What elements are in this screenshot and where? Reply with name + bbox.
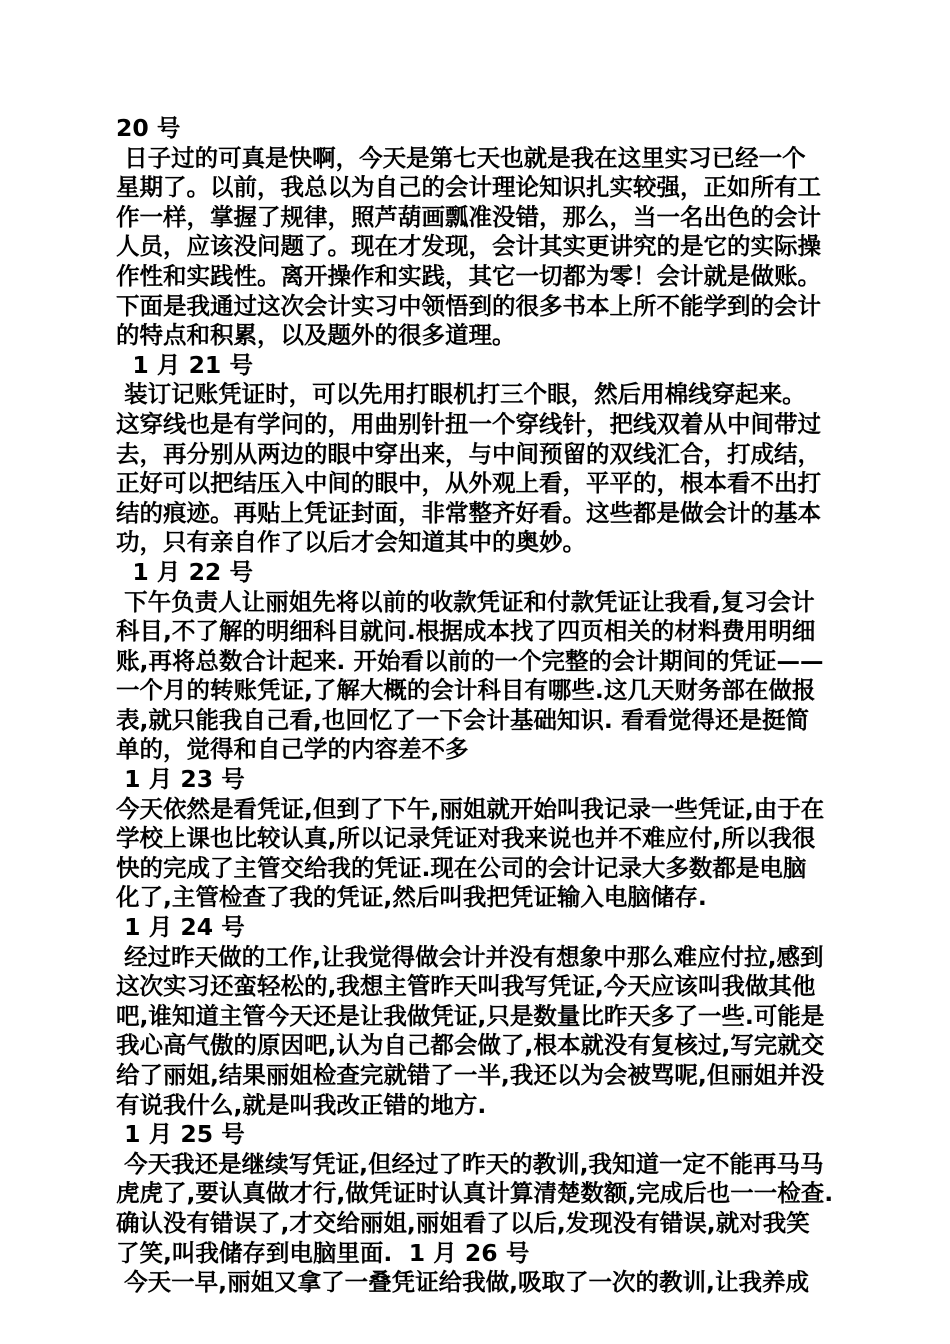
text-line: 下午负责人让丽姐先将以前的收款凭证和付款凭证让我看,复习会计 xyxy=(116,587,815,616)
text-line: 了笑,叫我储存到电脑里面. 1 月 26 号 xyxy=(116,1238,530,1267)
text-line: 快的完成了主管交给我的凭证.现在公司的会计记录大多数都是电脑 xyxy=(116,853,807,882)
text-line: 今天依然是看凭证,但到了下午,丽姐就开始叫我记录一些凭证,由于在 xyxy=(116,794,825,823)
text-line: 功，只有亲自作了以后才会知道其中的奥妙。 xyxy=(116,528,586,557)
text-line: 我心高气傲的原因吧,认为自己都会做了,根本就没有复核过,写完就交 xyxy=(116,1031,825,1060)
text-line: 经过昨天做的工作,让我觉得做会计并没有想象中那么难应付拉,感到 xyxy=(116,942,824,971)
text-line: 人员，应该没问题了。现在才发现，会计其实更讲究的是它的实际操 xyxy=(116,232,821,261)
text-line: 学校上课也比较认真,所以记录凭证对我来说也并不难应付,所以我很 xyxy=(116,824,816,853)
text-line: 正好可以把结压入中间的眼中，从外观上看，平平的，根本看不出打 xyxy=(116,469,821,498)
text-line: 表,就只能我自己看,也回忆了一下会计基础知识. 看看觉得还是挺简 xyxy=(116,705,809,734)
text-line: 化了,主管检查了我的凭证,然后叫我把凭证输入电脑储存. xyxy=(116,883,707,912)
text-line: 有说我什么,就是叫我改正错的地方. xyxy=(116,1090,487,1119)
text-line: 星期了。以前，我总以为自己的会计理论知识扎实较强，正如所有工 xyxy=(116,173,821,202)
text-line: 给了丽姐,结果丽姐检查完就错了一半,我还以为会被骂呢,但丽姐并没 xyxy=(116,1061,825,1089)
text-line: 虎虎了,要认真做才行,做凭证时认真计算清楚数额,完成后也一一检查. xyxy=(116,1179,834,1208)
text-line: 科目,不了解的明细科目就问.根据成本找了四页相关的材料费用明细 xyxy=(116,617,816,646)
text-line: 吧,谁知道主管今天还是让我做凭证,只是数量比昨天多了一些.可能是 xyxy=(116,1001,825,1030)
text-line: 的特点和积累，以及题外的很多道理。 xyxy=(116,321,516,350)
text-line: 一个月的转账凭证,了解大概的会计科目有哪些.这几天财务部在做报 xyxy=(116,676,816,705)
text-line: 结的痕迹。再贴上凭证封面，非常整齐好看。这些都是做会计的基本 xyxy=(116,498,821,527)
text-line: 今天一早,丽姐又拿了一叠凭证给我做,吸取了一次的教训,让我养成 xyxy=(116,1268,809,1297)
text-line: 去，再分别从两边的眼中穿出来，与中间预留的双线汇合，打成结， xyxy=(116,439,821,468)
date-heading: 1 月 22 号 xyxy=(116,557,253,586)
text-line: 账,再将总数合计起来. 开始看以前的一个完整的会计期间的凭证—— xyxy=(116,646,824,675)
text-line: 这次实习还蛮轻松的,我想主管昨天叫我写凭证,今天应该叫我做其他 xyxy=(116,972,816,1001)
text-line: 这穿线也是有学问的，用曲别针扭一个穿线针，把线双着从中间带过 xyxy=(116,409,821,438)
date-heading: 1 月 21 号 xyxy=(116,350,253,379)
text-line: 单的，觉得和自己学的内容差不多 xyxy=(116,735,469,764)
date-heading: 1 月 23 号 xyxy=(116,765,245,794)
text-line: 确认没有错误了,才交给丽姐,丽姐看了以后,发现没有错误,就对我笑 xyxy=(116,1208,810,1237)
text-line: 作性和实践性。离开操作和实践，其它一切都为零！会计就是做账。 xyxy=(116,261,821,290)
text-line: 下面是我通过这次会计实习中领悟到的很多书本上所不能学到的会计 xyxy=(116,291,821,320)
document-page xyxy=(116,114,846,1298)
text-line: 装订记账凭证时，可以先用打眼机打三个眼，然后用棉线穿起来。 xyxy=(116,380,806,409)
date-heading: 20 号 xyxy=(116,114,181,142)
text-line: 作一样，掌握了规律，照芦葫画瓢准没错，那么，当一名出色的会计 xyxy=(116,202,821,231)
date-heading: 1 月 25 号 xyxy=(116,1120,245,1149)
date-heading: 1 月 24 号 xyxy=(116,913,245,942)
text-line: 日子过的可真是快啊，今天是第七天也就是我在这里实习已经一个 xyxy=(116,143,806,172)
text-line: 今天我还是继续写凭证,但经过了昨天的教训,我知道一定不能再马马 xyxy=(116,1149,824,1178)
